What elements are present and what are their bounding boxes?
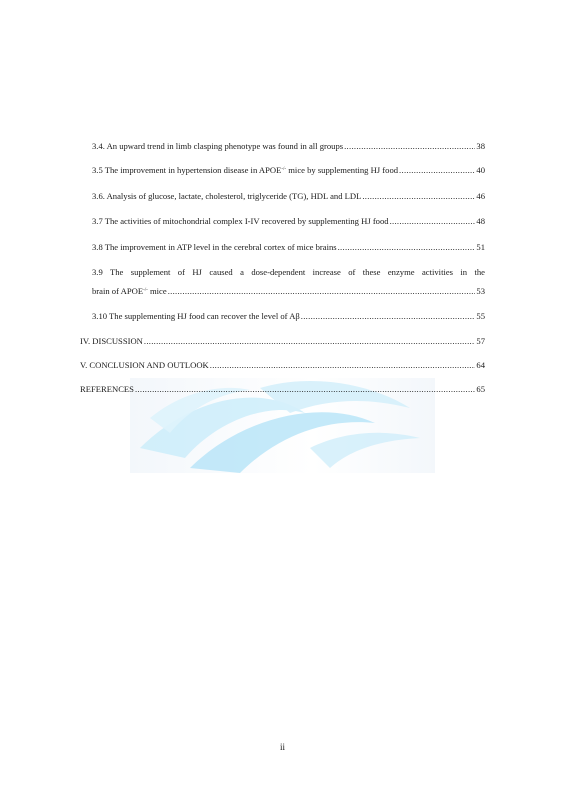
- toc-section-title: IV. DISCUSSION: [80, 336, 143, 346]
- toc-page-number: 53: [476, 286, 485, 296]
- toc-entry-3-4[interactable]: [92, 140, 485, 152]
- toc-section-conclusion[interactable]: [80, 359, 485, 371]
- toc-leader-dots: [338, 241, 476, 253]
- toc-section-title: V. CONCLUSION AND OUTLOOK: [80, 360, 209, 370]
- toc-section-references[interactable]: [80, 383, 485, 395]
- toc-entry-3-7[interactable]: [92, 215, 485, 227]
- toc-page-number: 48: [476, 216, 485, 226]
- superscript: -/-: [143, 288, 148, 293]
- toc-page-number: 65: [476, 384, 485, 394]
- toc-page-number: 64: [476, 360, 485, 370]
- toc-leader-dots: [399, 164, 475, 176]
- toc-entry-title: brain of APOE-/- mice: [92, 286, 167, 296]
- toc-section-discussion[interactable]: [80, 335, 485, 347]
- toc-page-number: 40: [476, 165, 485, 175]
- toc-leader-dots: [362, 190, 475, 202]
- toc-entry-title: 3.10 The supplementing HJ food can recover the level of Aβ: [92, 311, 300, 321]
- toc-entry-title: 3.8 The improvement in ATP level in the cerebral cortex of mice brains: [92, 242, 337, 252]
- toc-leader-dots: [344, 140, 475, 152]
- toc-leader-dots: [135, 383, 475, 395]
- toc-entry-3-10[interactable]: [92, 310, 485, 322]
- toc-entry-3-5[interactable]: [92, 164, 485, 176]
- page-number: ii: [279, 742, 285, 752]
- toc-page-number: 38: [476, 141, 485, 151]
- toc-section-title: REFERENCES: [80, 384, 134, 394]
- toc-leader-dots: [390, 215, 476, 227]
- toc-entry-3-9-line1[interactable]: 3.9 The supplement of HJ caused a dose-dependent increase of these enzyme activities in the: [92, 267, 485, 277]
- toc-page-number: 57: [476, 336, 485, 346]
- toc-entry-3-6[interactable]: [92, 190, 485, 202]
- toc-entry-3-8[interactable]: [92, 241, 485, 253]
- toc-page-number: 51: [476, 242, 485, 252]
- superscript: -/-: [281, 167, 287, 172]
- toc-entry-3-9[interactable]: [92, 285, 485, 297]
- toc-entry-title: 3.5 The improvement in hypertension disease in APOE-/- mice by supplementing HJ food: [92, 165, 399, 175]
- toc-leader-dots: [144, 335, 476, 347]
- toc-entry-title: 3.4. An upward trend in limb clasping phenotype was found in all groups: [92, 141, 344, 151]
- toc-entry-title: 3.6. Analysis of glucose, lactate, cholesterol, triglyceride (TG), HDL and LDL: [92, 191, 362, 201]
- toc-entry-title: 3.7 The activities of mitochondrial complex I-IV recovered by supplementing HJ food: [92, 216, 389, 226]
- toc-leader-dots: [210, 359, 476, 371]
- toc-page-number: 46: [476, 191, 485, 201]
- toc-page-number: 55: [476, 311, 485, 321]
- toc-leader-dots: [168, 285, 476, 297]
- toc-leader-dots: [301, 310, 476, 322]
